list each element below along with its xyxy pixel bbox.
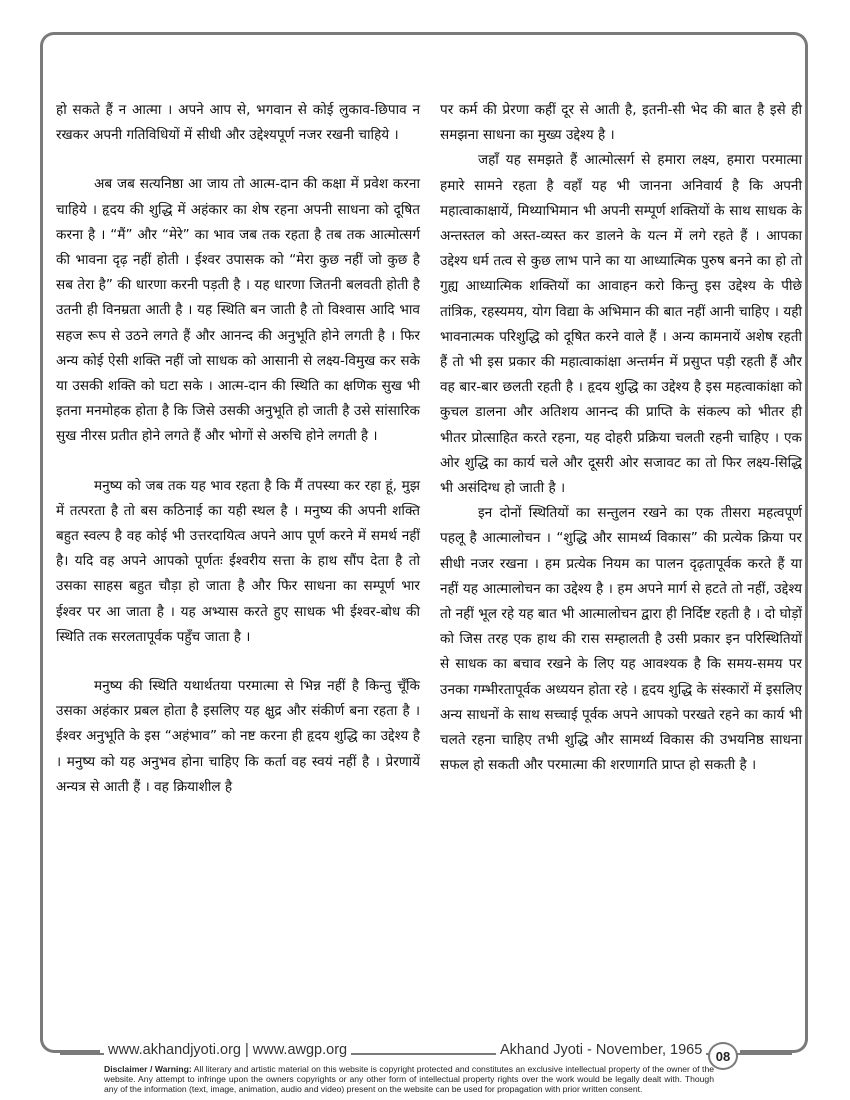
paragraph: इन दोनों स्थितियों का सन्तुलन रखने का एक तीसरा महत्वपूर्ण पहलू है आत्मालोचन । “शुद्धि और सामर्थ्य विकास” की प्रत्येक क्रिया पर सीधी नजर रखना । हम प्रत्येक नियम का पालन दृढ़तापूर्वक करते हैं या नहीं यह आत्मालोचन का उद्देश्य है । हम अपने मार्ग से हटते तो नहीं, उद्देश्य तो नहीं भूल रहे यह बात भी आत्मालोचन द्वारा ही निर्दिष्ट रहती है । दो घोड़ों को जिस तरह एक हाथ की रास सम्हालती है उसी प्रकार इन परिस्थितियों से साधक का बचाव रखने के लिए यह आवश्यक है कि समय-समय पर उनका गम्भीरतापूर्वक अध्ययन होता रहे । हृदय शुद्धि के संस्कारों में इसलिए अन्य साधनों के साथ सच्चाई पूर्वक अपने आपको परखते रहने का कार्य भी चलते रहना चाहिए तभी शुद्धि और सामर्थ्य विकास की उभयनिष्ठ साधना सफल हो सकती और परमात्मा की शरणागति प्राप्त हो सकती है । xyxy=(440,505,802,774)
paragraph: पर कर्म की प्रेरणा कहीं दूर से आती है, इतनी-सी भेद की बात है इसे ही समझना साधना का मुख्य उद्देश्य है । xyxy=(440,102,802,144)
footer-rule-right xyxy=(734,1053,792,1055)
left-column xyxy=(56,98,420,800)
paragraph: अब जब सत्यनिष्ठा आ जाय तो आत्म-दान की कक्षा में प्रवेश करना चाहिये । हृदय की शुद्धि में अहंकार का शेष रहना अपनी साधना को दूषित करना है । “मैं” और “मेरे” का भाव जब तक रहता है तब तक आत्मोत्सर्ग की भावना दृढ़ नहीं होती । ईश्वर उपासक को “मेरा कुछ नहीं जो कुछ है सब तेरा है” की धारणा करनी पड़ती है । यह धारणा जितनी बलवती होती है उतनी ही विनम्रता आती है । यह स्थिति बन जाती है तो विश्वास आदि भाव सहज रूप से उठने लगते हैं और आनन्द की अनुभूति होने लगती है । फिर अन्य कोई ऐसी शक्ति नहीं जो साधक को आसानी से लक्ष्य-विमुख कर सके या उसकी शक्ति को घटा सके । आत्म-दान की स्थिति का क्षणिक सुख भी इतना मनमोहक होता है कि जिसे उसकी अनुभूति हो जाती है उसे सांसारिक सुख नीरस प्रतीत होने लगते हैं और भोगों से अरुचि होने लगती है । xyxy=(56,176,420,445)
frame-corner-bottom-left xyxy=(40,1030,100,1053)
paragraph: हो सकते हैं न आत्मा । अपने आप से, भगवान से कोई लुकाव-छिपाव न रखकर अपनी गतिविधियों में सीधी और उद्देश्यपूर्ण नजर रखनी चाहिये । xyxy=(56,102,420,144)
paragraph: जहाँ यह समझते हैं आत्मोत्सर्ग से हमारा लक्ष्य, हमारा परमात्मा हमारे सामने रहता है वहाँ यह भी जानना अनिवार्य है कि अपनी महात्वाकाक्षायें, मिथ्याभिमान भी अपनी सम्पूर्ण शक्तियों के साथ साधक के अन्तस्तल को अस्त-व्यस्त कर डालने के यत्न में लगे रहते हैं । आपका उद्देश्य धर्म तत्व से कुछ लाभ पाने का या आध्यात्मिक पुरुष बनने का हो तो गुह्य आध्यात्मिक शक्तियों का आवाहन करो किन्तु इस उद्देश्य के पीछे तांत्रिक, रहस्यमय, योग विद्या के अभिमान की बात नहीं आनी चाहिए । यही भावनात्मक परिशुद्धि को दूषित करने वाले हैं । अन्य कामनायें अशेष रहती हैं तो भी इस प्रकार की महात्वाकांक्षा अन्तर्मन में प्रसुप्त पड़ी रहती हैं और वह बार-बार छलती रहती है । हृदय शुद्धि का उद्देश्य है इस महत्वाकांक्षा को कुचल डालना और अतिशय आनन्द की प्राप्ति के संकल्प को भीतर ही भीतर प्रोत्साहित करते रहना, यह दोहरी प्रक्रिया चलती रहनी चाहिए । एक ओर शुद्धि का कार्य चले और दूसरी ओर सजावट का तो फिर लक्ष्य-सिद्धि भी असंदिग्ध हो जाती है । xyxy=(440,152,802,497)
footer-issue-title: Akhand Jyoti - November, 1965 xyxy=(496,1042,706,1058)
disclaimer-label: Disclaimer / Warning: xyxy=(104,1064,192,1074)
paragraph: मनुष्य को जब तक यह भाव रहता है कि मैं तपस्या कर रहा हूं, मुझ में तत्परता है तो बस कठिनाई का यही स्थल है । मनुष्य की अपनी शक्ति बहुत स्वल्प है वह कोई भी उत्तरदायित्व अपने आप पूर्ण करने में समर्थ नहीं है। यदि वह अपने आपको पूर्णतः ईश्वरीय सत्ता के हाथ सौंप देता है तो उसका साहस बहुत चौड़ा हो जाता है और फिर साधना का सम्पूर्ण भार ईश्वर पर आ जाता है । यह अभ्यास करते हुए साधक भी ईश्वर-बोध की स्थिति तक सरलतापूर्वक पहुँच जाता है । xyxy=(56,477,420,645)
page-number: 08 xyxy=(715,1048,731,1064)
right-column xyxy=(440,98,802,778)
paragraph: मनुष्य की स्थिति यथार्थतया परमात्मा से भिन्न नहीं है किन्तु चूँकि उसका अहंकार प्रबल होता है इसलिए यह क्षुद्र और संकीर्ण बना रहता है । ईश्वर अनुभूति के इस “अहंभाव” को नष्ट करना ही हृदय शुद्धि का उद्देश्य है । मनुष्य को यह अनुभव होना चाहिए कि कर्ता वह स्वयं नहीं है । प्रेरणायें अन्यत्र से आती हैं । वह क्रियाशील है xyxy=(56,678,420,795)
disclaimer xyxy=(104,1064,714,1094)
frame-corner-bottom-right xyxy=(740,1030,808,1053)
footer-websites-link[interactable]: www.akhandjyoti.org | www.awgp.org xyxy=(104,1042,351,1058)
disclaimer-text: All literary and artistic material on this website is copyright protected and constitutes an exclusive intellectual property of the owner of the website. Any attempt to infringe upon the owners copyrights or any other form of intellectual property rights over the work would be legally dealt with. Though any of the information (text, image, animation, audio and video) present on the website can be used for propagation with prior written consent. xyxy=(104,1064,714,1094)
